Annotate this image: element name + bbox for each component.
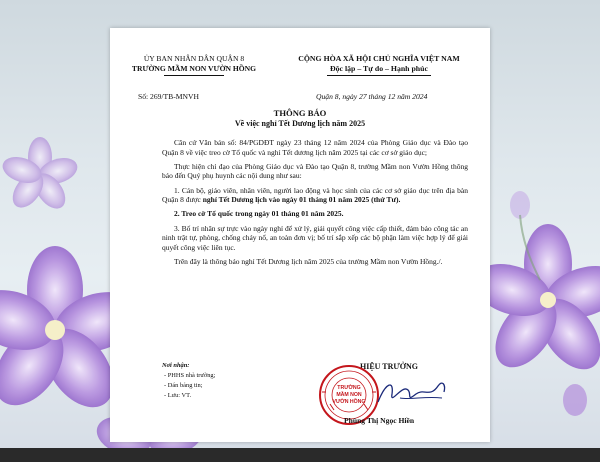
body-paragraph-6: Trên đây là thông báo nghỉ Tết Dương lịch năm 2025 của trường Mầm non Vườn Hồng./. <box>174 256 443 266</box>
issuer-parent-org: ỦY BAN NHÂN DÂN QUẬN 8 <box>143 54 245 63</box>
item-1-bold-text: nghỉ Tết Dương lịch vào ngày 01 tháng 01 năm 2025 (thứ Tư). <box>202 195 401 205</box>
body-paragraph-4: 2. Treo cờ Tổ quốc trong ngày 01 tháng 01 năm 2025. <box>174 209 344 219</box>
recipients-label: Nơi nhận: <box>162 362 190 369</box>
issuer-underline <box>164 75 224 76</box>
stamp-text-mid: MẦM NON <box>336 392 362 398</box>
document-number: Số: 269/TB-MNVH <box>138 92 199 101</box>
recipients-block <box>162 361 302 401</box>
document-date: Quận 8, ngày 27 tháng 12 năm 2024 <box>316 92 428 101</box>
signer-title: HIỆU TRƯỞNG <box>360 362 419 371</box>
document-page <box>110 28 490 442</box>
recipient-item: - Dán bảng tin; <box>164 382 203 389</box>
stamp-text-top: TRƯỜNG <box>337 385 361 391</box>
handwritten-signature <box>372 372 452 412</box>
national-header <box>280 54 478 76</box>
recipient-item: - Lưu: VT. <box>164 392 192 399</box>
document-subtitle: Về việc nghỉ Tết Dương lịch năm 2025 <box>234 119 366 128</box>
document-title: THÔNG BÁO <box>273 108 327 118</box>
motto-underline <box>327 75 431 76</box>
document-body <box>162 138 468 271</box>
recipient-item: - PHHS nhà trường; <box>164 372 216 379</box>
issuer-block <box>116 54 272 76</box>
country-name: CỘNG HÒA XÃ HỘI CHỦ NGHĨA VIỆT NAM <box>298 54 460 63</box>
body-paragraph-1: Căn cứ Văn bản số: 84/PGDĐT ngày 23 tháng 12 năm 2024 của Phòng Giáo dục và Đào tạo Quận 8 về việc treo cờ Tổ quốc và nghỉ Tết dương lịch năm 2025 tại các cơ sở giáo dục; <box>162 138 468 157</box>
body-paragraph-5: 3. Bố trí nhân sự trực vào ngày nghỉ để xử lý, giải quyết công việc cấp thiết, đảm bảo công tác an ninh trật tự, phòng, chống cháy nổ, an toàn đơn vị; bố trí sắp xếp các bộ phận làm việc hợp lý để giải quyết công việc liên tục. <box>162 223 468 252</box>
bottom-dark-bar <box>0 448 600 462</box>
signer-name: Phùng Thị Ngọc Hiền <box>344 416 415 425</box>
body-paragraph-3 <box>162 186 468 205</box>
issuer-school-name: TRƯỜNG MẦM NON VƯỜN HỒNG <box>131 64 257 73</box>
national-motto: Độc lập – Tự do – Hạnh phúc <box>330 64 428 73</box>
stamp-text-bottom: VƯỜN HỒNG <box>332 399 366 405</box>
body-paragraph-2: Thực hiện chỉ đạo của Phòng Giáo dục và Đào tạo Quận 8, trường Mầm non Vườn Hồng thông báo đến Quý phụ huynh các nội dung như sau: <box>162 161 468 181</box>
item-1-text: 1. Cán bộ, giáo viên, nhân viên, người lao động và học sinh của các cơ sở giáo dục trên địa bàn Quận 8 được <box>162 185 468 205</box>
